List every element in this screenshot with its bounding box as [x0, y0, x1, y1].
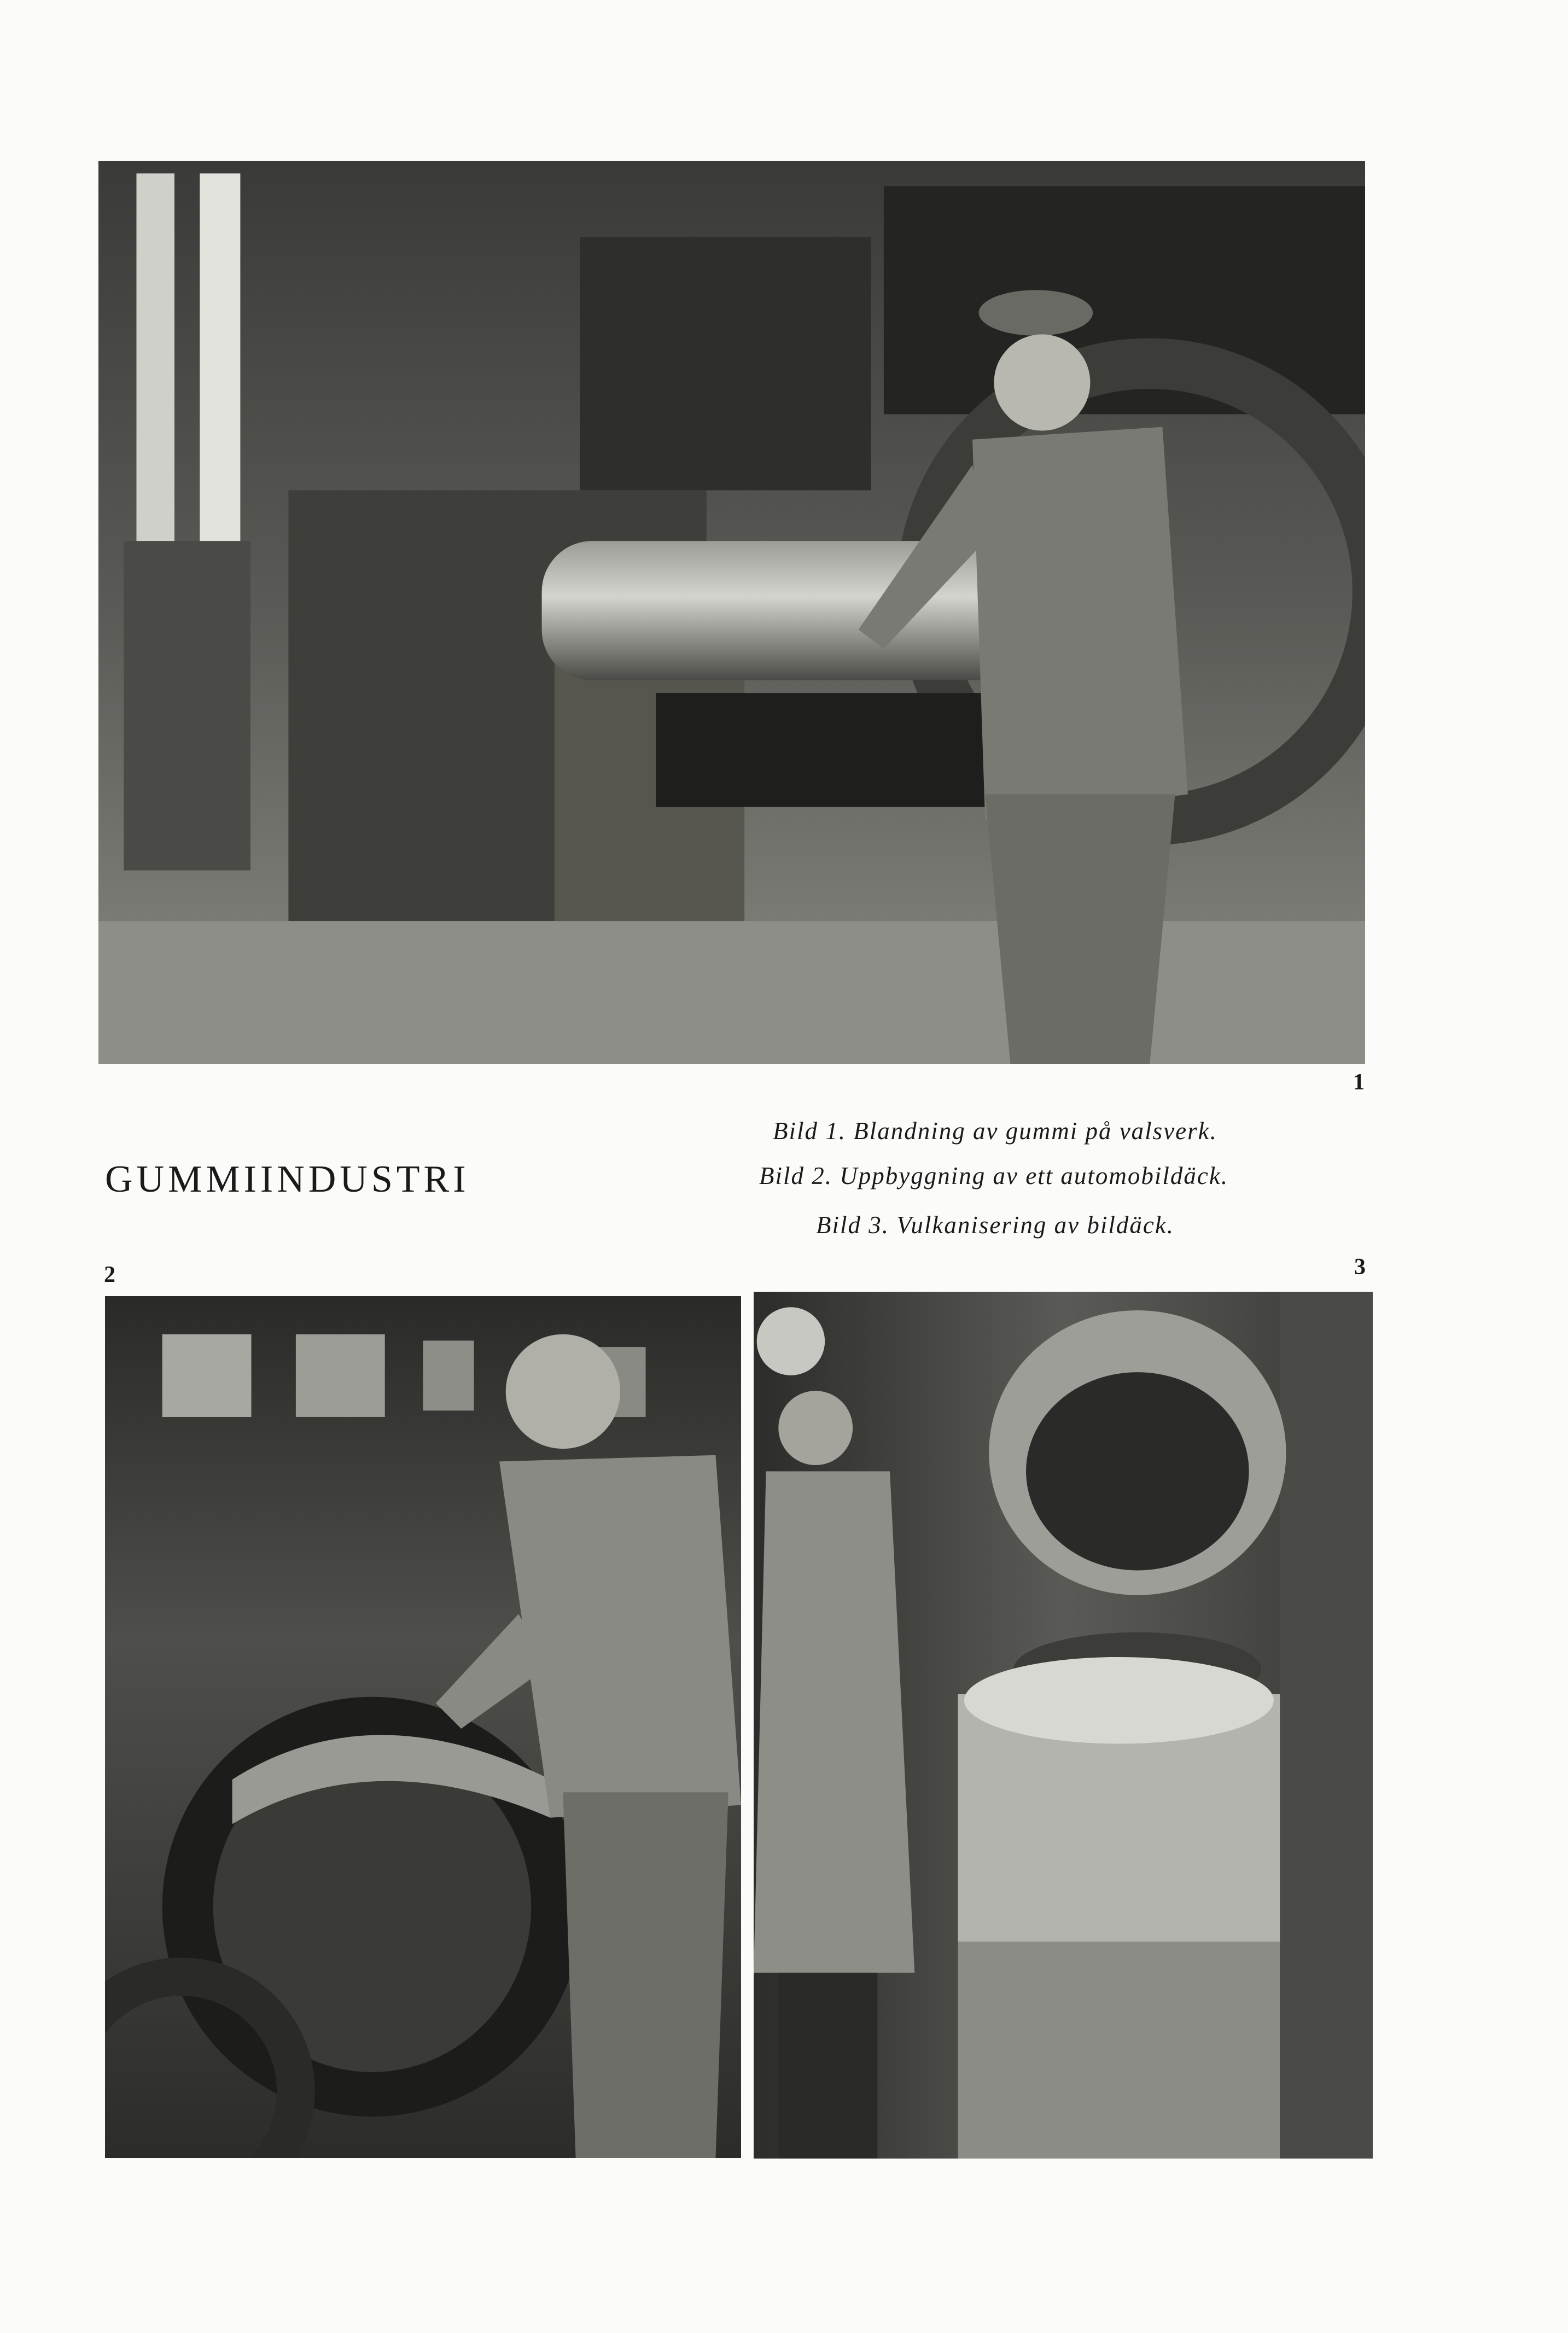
page-title: GUMMIINDUSTRI [105, 1158, 470, 1200]
photo-tire-vulcanization [754, 1292, 1373, 2159]
photo-rubber-mixing-mill [98, 161, 1365, 1064]
caption-figure-2: Bild 2. Uppbyggning av ett automobildäck. [759, 1162, 1229, 1189]
figure-number-1: 1 [1353, 1070, 1365, 1095]
photo-tire-building [105, 1296, 741, 2158]
caption-figure-1: Bild 1. Blandning av gummi på valsverk. [773, 1117, 1217, 1145]
figure-number-3: 3 [1354, 1255, 1366, 1280]
caption-figure-3: Bild 3. Vulkanisering av bildäck. [816, 1211, 1175, 1239]
figure-number-2: 2 [104, 1262, 115, 1287]
